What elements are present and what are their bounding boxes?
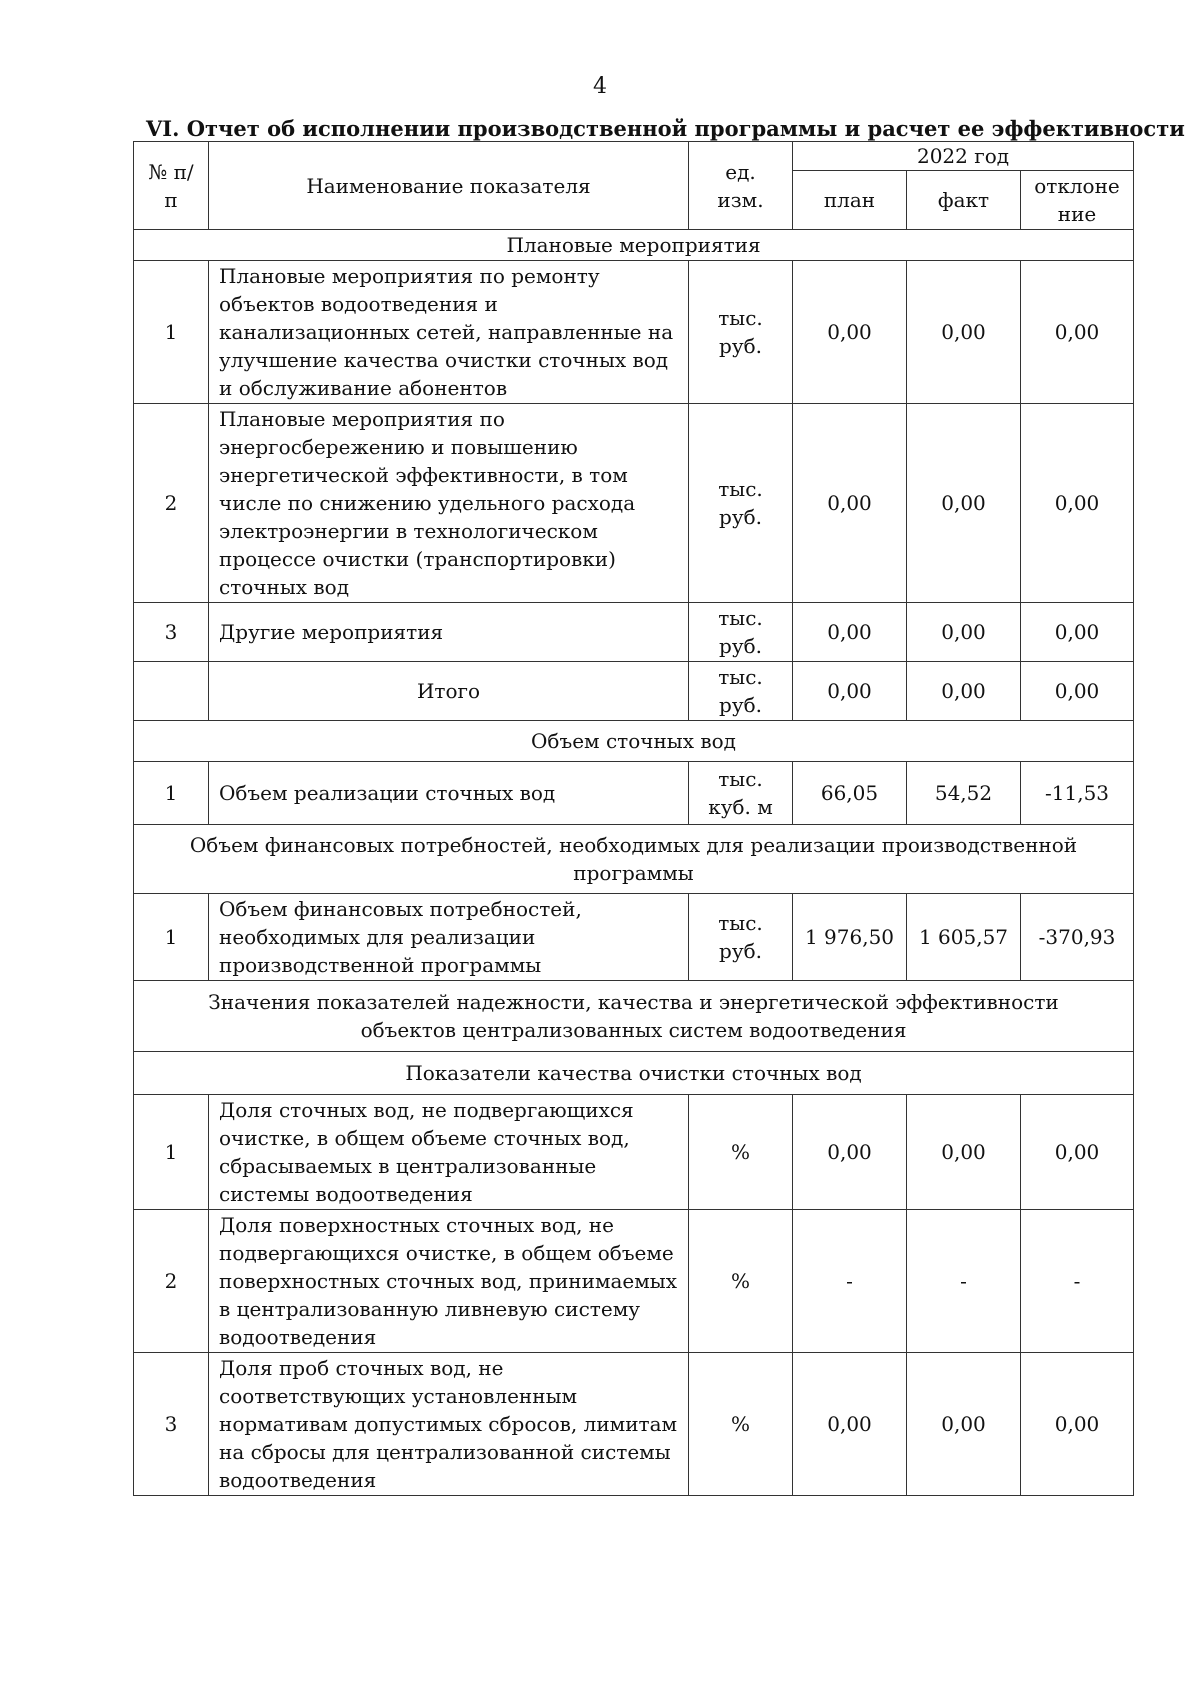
row-deviation: 0,00 <box>1021 603 1134 662</box>
section-row <box>134 1052 1134 1095</box>
row-fact: 1 605,57 <box>907 894 1021 981</box>
row-plan: - <box>793 1210 907 1353</box>
row-unit: % <box>689 1095 793 1210</box>
table-row <box>134 404 1134 603</box>
row-deviation: -370,93 <box>1021 894 1134 981</box>
section-row <box>134 230 1134 261</box>
row-name: Доля проб сточных вод, не соответствующих установленным нормативам допустимых сбросов, лимитам на сбросы для централизованной системы водоотведения <box>209 1353 689 1496</box>
row-fact: 0,00 <box>907 261 1021 404</box>
header-deviation: отклоне ние <box>1021 171 1134 230</box>
row-name: Плановые мероприятия по энергосбережению и повышению энергетической эффективности, в том числе по снижению удельного расхода электроэнергии в технологическом процессе очистки (транспортировки) сточных вод <box>209 404 689 603</box>
section-row <box>134 825 1134 894</box>
row-unit: % <box>689 1353 793 1496</box>
row-num: 3 <box>134 603 209 662</box>
table-row <box>134 894 1134 981</box>
section-title: Объем сточных вод <box>134 721 1134 762</box>
row-unit: тыс. руб. <box>689 603 793 662</box>
row-plan: 0,00 <box>793 1095 907 1210</box>
row-name: Плановые мероприятия по ремонту объектов водоотведения и канализационных сетей, направленные на улучшение качества очистки сточных вод и обслуживание абонентов <box>209 261 689 404</box>
row-deviation: - <box>1021 1210 1134 1353</box>
row-unit: тыс. руб. <box>689 261 793 404</box>
section-title: Объем финансовых потребностей, необходимых для реализации производственной программы <box>134 825 1134 894</box>
section-title: Показатели качества очистки сточных вод <box>134 1052 1134 1095</box>
table-body <box>134 142 1134 1496</box>
report-table <box>133 141 1134 1496</box>
row-deviation: 0,00 <box>1021 261 1134 404</box>
row-plan: 0,00 <box>793 662 907 721</box>
page-number: 4 <box>593 74 607 99</box>
row-plan: 66,05 <box>793 762 907 825</box>
row-deviation: 0,00 <box>1021 1353 1134 1496</box>
section-row <box>134 721 1134 762</box>
row-num: 1 <box>134 1095 209 1210</box>
header-unit: ед. изм. <box>689 142 793 230</box>
row-deviation: 0,00 <box>1021 662 1134 721</box>
row-unit: тыс. руб. <box>689 662 793 721</box>
row-plan: 0,00 <box>793 1353 907 1496</box>
table-row <box>134 603 1134 662</box>
header-num: № п/п <box>134 142 209 230</box>
row-num: 3 <box>134 1353 209 1496</box>
row-plan: 0,00 <box>793 603 907 662</box>
row-num: 2 <box>134 404 209 603</box>
row-fact: - <box>907 1210 1021 1353</box>
row-plan: 0,00 <box>793 261 907 404</box>
row-unit: % <box>689 1210 793 1353</box>
row-name: Итого <box>209 662 689 721</box>
row-unit: тыс. куб. м <box>689 762 793 825</box>
row-num: 1 <box>134 762 209 825</box>
table-row <box>134 1095 1134 1210</box>
header-row <box>134 142 1134 171</box>
section-title: Плановые мероприятия <box>134 230 1134 261</box>
row-deviation: 0,00 <box>1021 1095 1134 1210</box>
row-name: Объем реализации сточных вод <box>209 762 689 825</box>
row-fact: 0,00 <box>907 404 1021 603</box>
row-name: Доля поверхностных сточных вод, не подвергающихся очистке, в общем объеме поверхностных сточных вод, принимаемых в централизованную ливневую систему водоотведения <box>209 1210 689 1353</box>
table-row <box>134 261 1134 404</box>
table-row <box>134 662 1134 721</box>
row-fact: 0,00 <box>907 662 1021 721</box>
row-fact: 0,00 <box>907 603 1021 662</box>
row-unit: тыс. руб. <box>689 894 793 981</box>
table-row <box>134 1353 1134 1496</box>
row-name: Объем финансовых потребностей, необходимых для реализации производственной программы <box>209 894 689 981</box>
section-row <box>134 981 1134 1052</box>
row-fact: 0,00 <box>907 1095 1021 1210</box>
section-title: Значения показателей надежности, качества и энергетической эффективности объектов централизованных систем водоотведения <box>134 981 1134 1052</box>
header-year: 2022 год <box>793 142 1134 171</box>
row-deviation: 0,00 <box>1021 404 1134 603</box>
row-num <box>134 662 209 721</box>
header-name: Наименование показателя <box>209 142 689 230</box>
row-name: Другие мероприятия <box>209 603 689 662</box>
row-num: 1 <box>134 894 209 981</box>
report-heading: VI. Отчет об исполнении производственной программы и расчет ее эффективности <box>146 116 1185 141</box>
row-fact: 0,00 <box>907 1353 1021 1496</box>
table-row <box>134 762 1134 825</box>
row-name: Доля сточных вод, не подвергающихся очистке, в общем объеме сточных вод, сбрасываемых в централизованные системы водоотведения <box>209 1095 689 1210</box>
table-row <box>134 1210 1134 1353</box>
header-plan: план <box>793 171 907 230</box>
row-num: 1 <box>134 261 209 404</box>
row-fact: 54,52 <box>907 762 1021 825</box>
header-fact: факт <box>907 171 1021 230</box>
row-plan: 0,00 <box>793 404 907 603</box>
row-unit: тыс. руб. <box>689 404 793 603</box>
row-num: 2 <box>134 1210 209 1353</box>
row-plan: 1 976,50 <box>793 894 907 981</box>
row-deviation: -11,53 <box>1021 762 1134 825</box>
